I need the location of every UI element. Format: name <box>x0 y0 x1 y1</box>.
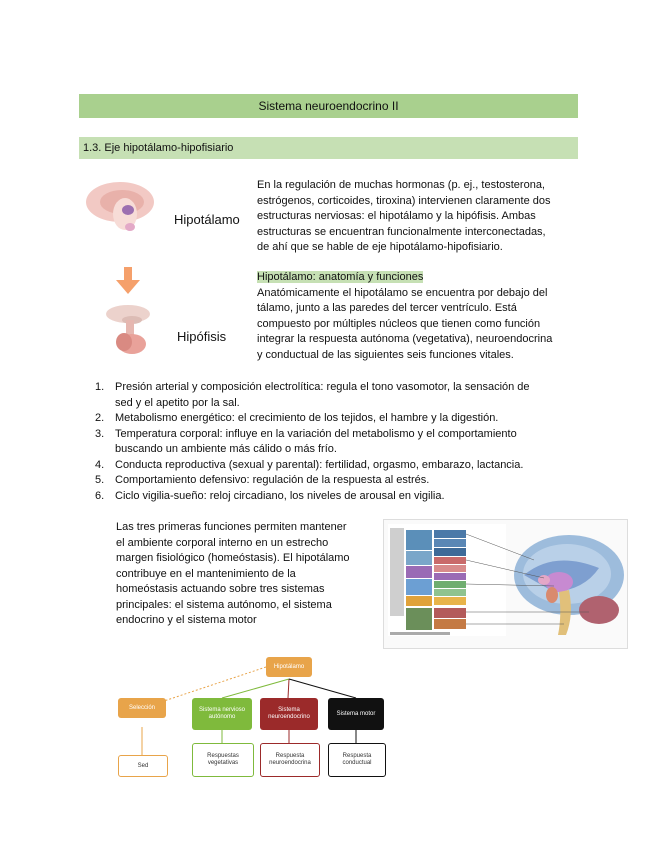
vegetative-response: Respuestas vegetativas <box>192 743 254 777</box>
function-item: 5. Comportamiento defensivo: regulación de la respuesta al estrés. <box>95 474 430 486</box>
function-item: 2. Metabolismo energético: el crecimiento de los tejidos, el hambre y la digestión. <box>95 412 499 424</box>
anatomy-line: Anatómicamente el hipotálamo se encuentra por debajo del <box>257 286 548 299</box>
function-item: 6. Ciclo vigilia-sueño: reloj circadiano, los niveles de arousal en vigilia. <box>95 489 445 502</box>
anatomy-line: compuesto por múltiples núcleos que tienen como función <box>257 317 541 330</box>
intro-line: estructuras nerviosas: el hipotálamo y la hipófisis. Ambas <box>257 210 536 222</box>
anatomy-line: y conductual de las siguientes seis funciones vitales. <box>257 348 514 361</box>
document-title: Sistema neuroendocrino II <box>79 94 578 118</box>
hypothalamus-figure <box>80 172 250 367</box>
anatomy-line: integrar la respuesta autónoma (vegetativa), neuroendocrina <box>257 333 553 345</box>
thirst-response: Sed <box>118 755 168 777</box>
systems-diagram <box>100 655 400 785</box>
hypophysis-label: Hipófisis <box>177 329 227 344</box>
function-item: 4. Conducta reproductiva (sexual y parental): fertilidad, orgasmo, embarazo, lactancia. <box>95 458 524 471</box>
anatomy-heading: Hipotálamo: anatomía y funciones <box>257 271 424 283</box>
autonomic-node: Sistema nervioso autónomo <box>192 698 252 730</box>
hypothalamus-label: Hipotálamo <box>174 212 240 227</box>
functions-list <box>95 380 578 504</box>
behavioral-response: Respuesta conductual <box>328 743 386 777</box>
intro-line: de ahí que se hable de eje hipotálamo-hipofisiario. <box>257 241 503 253</box>
intro-line: En la regulación de muchas hormonas (p. ej., testosterona, <box>257 179 545 191</box>
selection-node: Selección <box>118 698 166 718</box>
neuroendocrine-node: Sistema neuroendocrino <box>260 698 318 730</box>
anatomy-block <box>257 270 578 363</box>
brain-nuclei-figure <box>383 519 628 649</box>
homeostasis-paragraph: Las tres primeras funciones permiten mantener el ambiente corporal interno en un estrecho margen fisiológico (homeóstasis). El hipotálamo contribuye en el mantenimiento de la homeóstasis actuando sobre tres sistemas principales: el sistema autónomo, el sistema endocrino y el sistema motor <box>116 521 350 626</box>
neuroendocrine-response: Respuesta neuroendocrina <box>260 743 320 777</box>
intro-line: estructuras se encuentran funcionalmente interconectadas, <box>257 225 546 238</box>
function-item: 3. Temperatura corporal: influye en la variación del metabolismo y el comportamiento buscando un ambiente más cálido o más frío. <box>95 427 517 455</box>
hypothalamus-node: Hipotálamo <box>266 657 312 677</box>
intro-line: estrógenos, corticoides, tiroxina) intervienen claramente dos <box>257 194 551 207</box>
intro-paragraph <box>257 178 578 256</box>
function-item: 1. Presión arterial y composición electrolítica: regula el tono vasomotor, la sensación de sed y el apetito por la sal. <box>95 381 530 409</box>
anatomy-line: tálamo, junto a las paredes del tercer ventrículo. Está <box>257 302 517 314</box>
section-heading: 1.3. Eje hipotálamo-hipofisiario <box>79 137 578 159</box>
brain-diagram-illustration <box>384 520 627 648</box>
motor-node: Sistema motor <box>328 698 384 730</box>
